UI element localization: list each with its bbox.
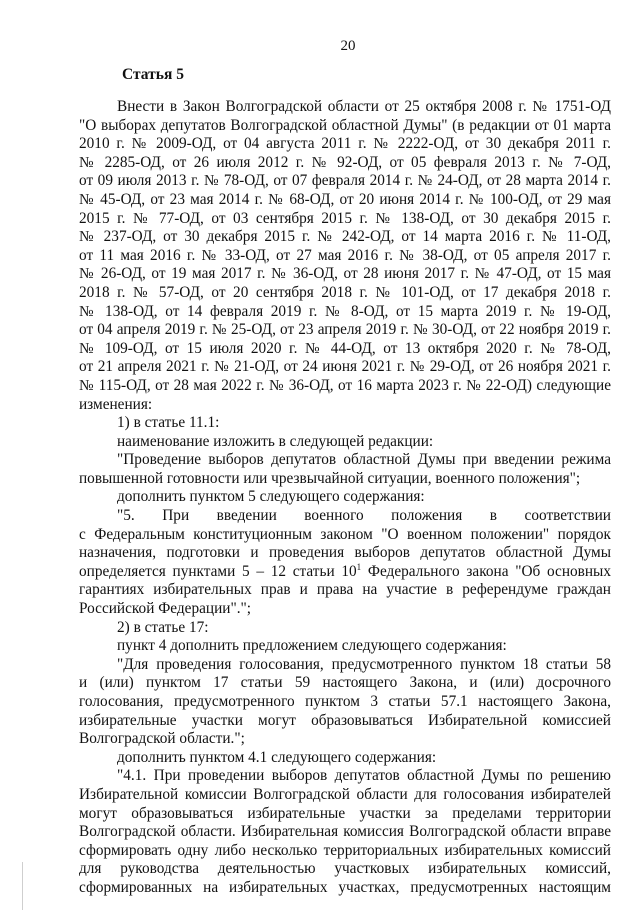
text-line: от 04 апреля 2019 г. № 25-ОД, от 23 апреля 2019 г. № 30-ОД, от 22 ноября 2019 г. <box>79 321 611 339</box>
text-line: 2018 г. № 57-ОД, от 20 сентября 2018 г. № 101-ОД, от 17 декабря 2018 г. <box>79 283 611 301</box>
text-line-part: определяется пунктами 5 – 12 статьи 10 <box>79 562 357 580</box>
text-line-part: Федерального закона "Об основных <box>361 562 611 580</box>
text-line: № 45-ОД, от 23 мая 2014 г. № 68-ОД, от 20 июня 2014 г. № 100-ОД, от 29 мая <box>79 190 611 208</box>
superscript: 1 <box>356 561 362 572</box>
text-line: пункт 4 дополнить предложением следующего содержания: <box>117 637 507 655</box>
text-line: и (или) пунктом 17 статьи 59 настоящего Закона, и (или) досрочного <box>79 674 611 692</box>
text-line: изменения: <box>79 395 153 413</box>
text-line: 2) в статье 17: <box>117 618 209 636</box>
text-line: для руководства деятельностью участковых избирательных комиссий, <box>79 860 611 878</box>
article-title: Статья 5 <box>122 66 184 83</box>
text-line: № 26-ОД, от 19 мая 2017 г. № 36-ОД, от 28 июня 2017 г. № 47-ОД, от 15 мая <box>79 265 611 283</box>
text-line: гарантиях избирательных прав и права на участие в референдуме граждан <box>79 581 611 599</box>
text-line: "Для проведения голосования, предусмотренного пунктом 18 статьи 58 <box>117 655 611 673</box>
text-line: повышенной готовности или чрезвычайной ситуации, военного положения"; <box>79 469 581 487</box>
page-number: 20 <box>340 38 356 54</box>
text-line: № 138-ОД, от 14 февраля 2019 г. № 8-ОД, от 15 марта 2019 г. № 19-ОД, <box>79 302 611 320</box>
text-line: Внести в Закон Волгоградской области от 25 октября 2008 г. № 1751-ОД <box>117 98 611 115</box>
text-line <box>79 563 611 582</box>
text-line: Волгоградской области. Избирательная комиссия Волгоградской области вправе <box>79 823 611 841</box>
text-line: от 09 июля 2013 г. № 78-ОД, от 07 февраля 2014 г. № 24-ОД, от 28 марта 2014 г. <box>79 172 611 190</box>
text-line: голосования, предусмотренного пунктом 3 статьи 57.1 настоящего Закона, <box>79 693 611 710</box>
text-line: могут образовываться избирательные участки за пределами территории <box>79 804 611 822</box>
text-line: сформированных на избирательных участках, предусмотренных настоящим <box>79 878 611 896</box>
text-line: дополнить пунктом 5 следующего содержания: <box>117 488 425 506</box>
text-line: с Федеральным конституционным законом "О военном положении" порядок <box>79 525 611 543</box>
text-line: 1) в статье 11.1: <box>117 414 220 432</box>
text-line: № 109-ОД, от 15 июля 2020 г. № 44-ОД, от 13 октября 2020 г. № 78-ОД, <box>79 339 611 357</box>
text-line: № 2285-ОД, от 26 июля 2012 г. № 92-ОД, от 05 февраля 2013 г. № 7-ОД, <box>79 153 611 171</box>
document-body <box>79 98 611 898</box>
text-line: дополнить пунктом 4.1 следующего содержания: <box>117 748 437 766</box>
text-line: сформировать одну либо несколько территориальных избирательных комиссий <box>79 841 611 859</box>
text-line: № 237-ОД, от 30 декабря 2015 г. № 242-ОД, от 14 марта 2016 г. № 11-ОД, <box>79 228 611 246</box>
text-line: назначения, подготовки и проведения выборов депутатов областной Думы <box>79 544 611 562</box>
text-line: от 21 апреля 2021 г. № 21-ОД, от 24 июня 2021 г. № 29-ОД, от 26 ноября 2021 г. <box>79 358 611 376</box>
text-line: избирательные участки могут образовываться Избирательной комиссией <box>79 711 611 729</box>
text-line: Избирательной комиссии Волгоградской области для голосования избирателей <box>79 785 611 803</box>
text-line: наименование изложить в следующей редакции: <box>117 432 434 450</box>
text-line: "4.1. При проведении выборов депутатов областной Думы по решению <box>117 767 611 785</box>
text-line: № 115-ОД, от 28 мая 2022 г. № 36-ОД, от 16 марта 2023 г. № 22-ОД) следующие <box>79 376 611 394</box>
text-line: "5. При введении военного положения в соответствии <box>117 507 611 525</box>
text-line: Российской Федерации"."; <box>79 600 252 618</box>
scan-edge-mark <box>22 862 23 910</box>
text-line: 2010 г. № 2009-ОД, от 04 августа 2011 г. № 2222-ОД, от 30 декабря 2011 г. <box>79 135 611 153</box>
text-line: Волгоградской области."; <box>79 730 245 748</box>
text-line: 2015 г. № 77-ОД, от 03 сентября 2015 г. № 138-ОД, от 30 декабря 2015 г. <box>79 209 611 227</box>
text-line: "О выборах депутатов Волгоградской областной Думы" (в редакции от 01 марта <box>79 116 611 134</box>
text-line: "Проведение выборов депутатов областной Думы при введении режима <box>117 451 611 469</box>
text-line: от 11 мая 2016 г. № 33-ОД, от 27 мая 2016 г. № 38-ОД, от 05 апреля 2017 г. <box>79 246 611 264</box>
